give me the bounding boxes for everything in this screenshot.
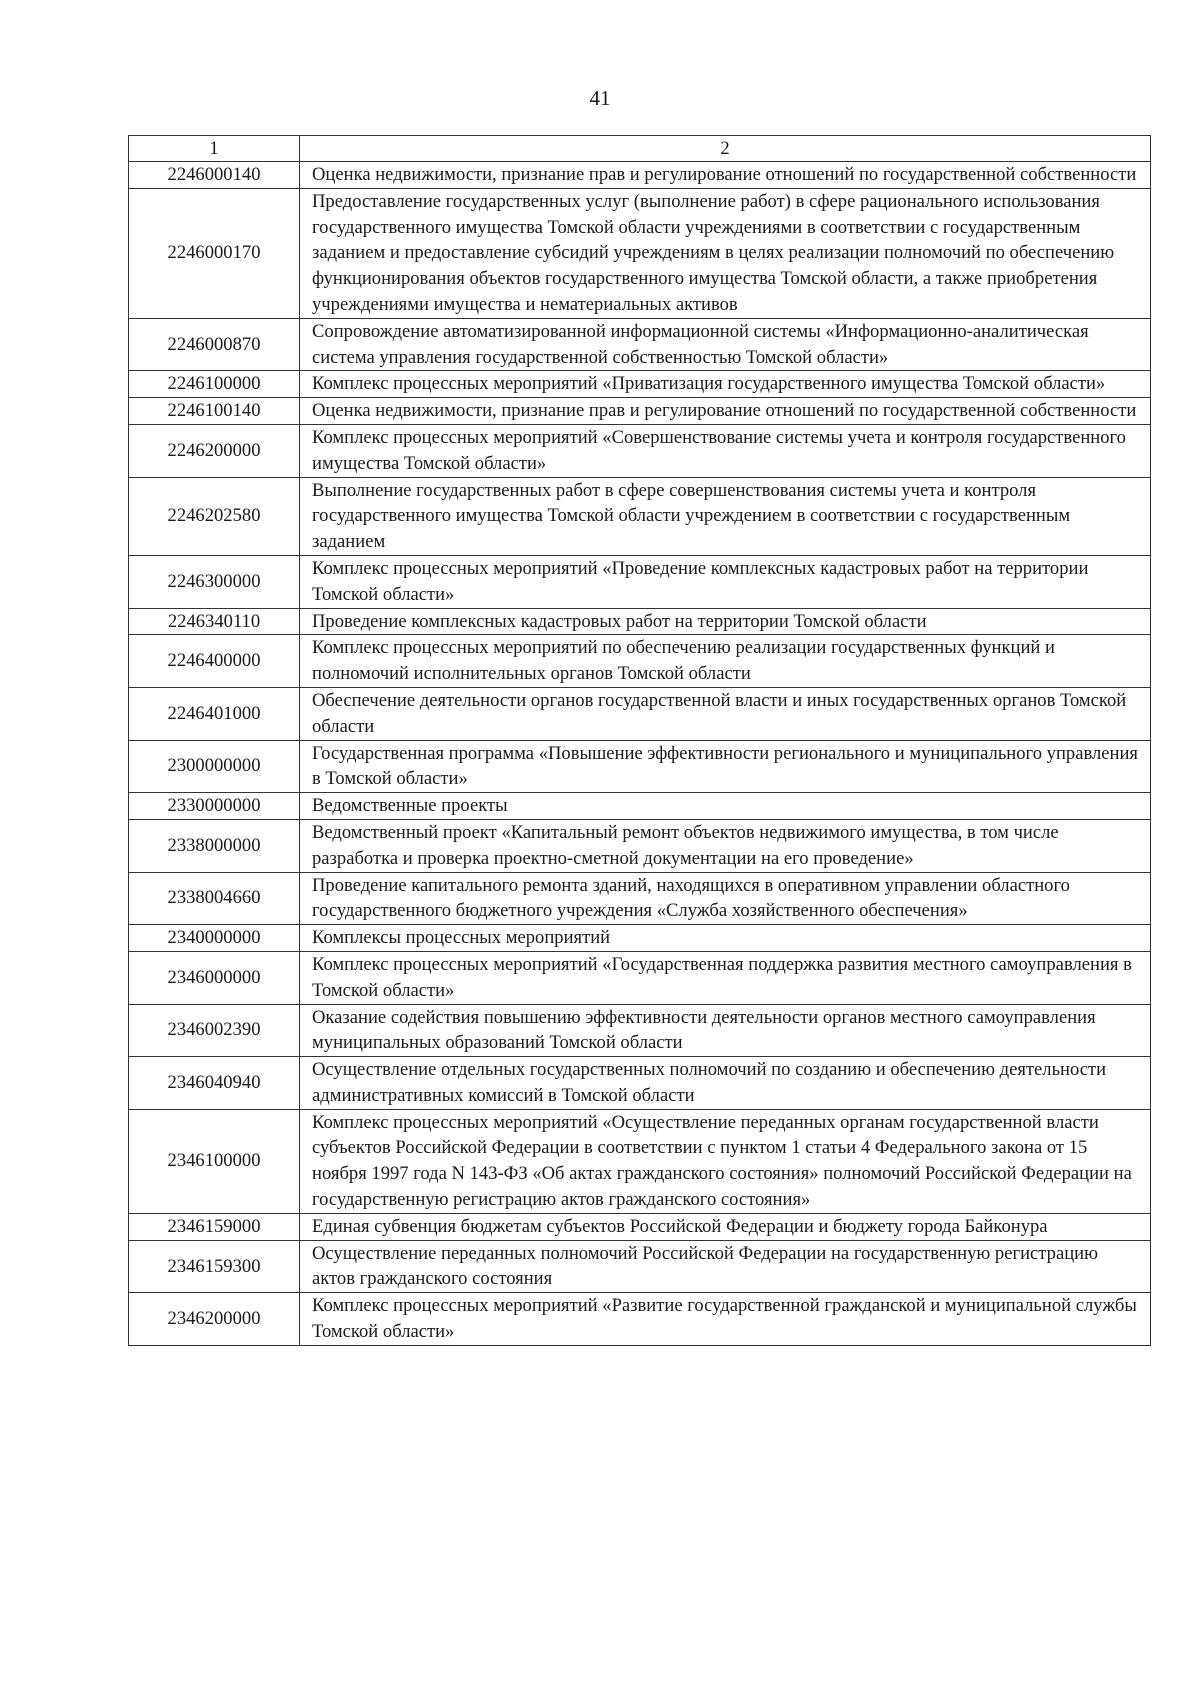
table-row	[129, 925, 1151, 952]
budget-code: 2346100000	[129, 1109, 300, 1213]
budget-code: 2246202580	[129, 477, 300, 555]
budget-code: 2246100140	[129, 398, 300, 425]
expense-name: Проведение капитального ремонта зданий, находящихся в оперативном управлении областного государственного бюджетного учреждения «Служба хозяйственного обеспечения»	[300, 872, 1151, 925]
budget-code: 2246401000	[129, 687, 300, 740]
expense-name: Ведомственный проект «Капитальный ремонт объектов недвижимого имущества, в том числе разработка и проверка проектно-сметной документации на его проведение»	[300, 819, 1151, 872]
budget-classification-table	[128, 135, 1151, 1346]
expense-name: Комплекс процессных мероприятий «Совершенствование системы учета и контроля государственного имущества Томской области»	[300, 424, 1151, 477]
table-row	[129, 318, 1151, 371]
table-row	[129, 162, 1151, 189]
budget-code: 2346000000	[129, 951, 300, 1004]
budget-code: 2246200000	[129, 424, 300, 477]
table-row	[129, 398, 1151, 425]
expense-name: Предоставление государственных услуг (выполнение работ) в сфере рационального использования государственного имущества Томской области учреждениями в соответствии с государственным заданием и предоставление субсидий учреждениям в целях реализации полномочий по обеспечению функционирования объектов государственного имущества Томской области, а также приобретения учреждениями имущества и нематериальных активов	[300, 188, 1151, 318]
expense-name: Осуществление отдельных государственных полномочий по созданию и обеспечению деятельности административных комиссий в Томской области	[300, 1057, 1151, 1110]
expense-name: Государственная программа «Повышение эффективности регионального и муниципального управления в Томской области»	[300, 740, 1151, 793]
budget-code: 2346040940	[129, 1057, 300, 1110]
table-row	[129, 1004, 1151, 1057]
expense-name: Оценка недвижимости, признание прав и регулирование отношений по государственной собственности	[300, 398, 1151, 425]
table-row	[129, 740, 1151, 793]
table-row	[129, 1213, 1151, 1240]
budget-code: 2338004660	[129, 872, 300, 925]
budget-code: 2340000000	[129, 925, 300, 952]
expense-name: Ведомственные проекты	[300, 793, 1151, 820]
table-row	[129, 687, 1151, 740]
table-row	[129, 1109, 1151, 1213]
table-row	[129, 1240, 1151, 1293]
expense-name: Сопровождение автоматизированной информационной системы «Информационно-аналитическая система управления государственной собственностью Томской области»	[300, 318, 1151, 371]
table-row	[129, 793, 1151, 820]
expense-name: Комплекс процессных мероприятий «Приватизация государственного имущества Томской области»	[300, 371, 1151, 398]
column-header-code: 1	[129, 136, 300, 162]
table-header-row	[129, 136, 1151, 162]
expense-name: Обеспечение деятельности органов государственной власти и иных государственных органов Томской области	[300, 687, 1151, 740]
budget-code: 2246340110	[129, 608, 300, 635]
table-row	[129, 608, 1151, 635]
expense-name: Комплекс процессных мероприятий «Осуществление переданных органам государственной власти субъектов Российской Федерации в соответствии с пунктом 1 статьи 4 Федерального закона от 15 ноября 1997 года N 143-ФЗ «Об актах гражданского состояния» полномочий Российской Федерации на государственную регистрацию актов гражданского состояния»	[300, 1109, 1151, 1213]
budget-code: 2330000000	[129, 793, 300, 820]
budget-code: 2246000170	[129, 188, 300, 318]
table-row	[129, 555, 1151, 608]
table-row	[129, 477, 1151, 555]
budget-code: 2338000000	[129, 819, 300, 872]
table-row	[129, 951, 1151, 1004]
expense-name: Комплекс процессных мероприятий «Проведение комплексных кадастровых работ на территории Томской области»	[300, 555, 1151, 608]
budget-code: 2346159000	[129, 1213, 300, 1240]
expense-name: Единая субвенция бюджетам субъектов Российской Федерации и бюджету города Байконура	[300, 1213, 1151, 1240]
table-row	[129, 371, 1151, 398]
expense-name: Проведение комплексных кадастровых работ на территории Томской области	[300, 608, 1151, 635]
budget-code: 2246100000	[129, 371, 300, 398]
budget-code: 2246300000	[129, 555, 300, 608]
table-row	[129, 819, 1151, 872]
table-row	[129, 188, 1151, 318]
table-row	[129, 1293, 1151, 1346]
table-row	[129, 424, 1151, 477]
expense-name: Комплекс процессных мероприятий «Государственная поддержка развития местного самоуправления в Томской области»	[300, 951, 1151, 1004]
budget-code: 2300000000	[129, 740, 300, 793]
budget-code: 2346159300	[129, 1240, 300, 1293]
expense-name: Оказание содействия повышению эффективности деятельности органов местного самоуправления муниципальных образований Томской области	[300, 1004, 1151, 1057]
column-header-name: 2	[300, 136, 1151, 162]
table-row	[129, 635, 1151, 688]
budget-code: 2246000870	[129, 318, 300, 371]
expense-name: Комплекс процессных мероприятий «Развитие государственной гражданской и муниципальной службы Томской области»	[300, 1293, 1151, 1346]
expense-name: Осуществление переданных полномочий Российской Федерации на государственную регистрацию актов гражданского состояния	[300, 1240, 1151, 1293]
budget-code: 2346002390	[129, 1004, 300, 1057]
page-number: 41	[589, 86, 611, 110]
expense-name: Комплекс процессных мероприятий по обеспечению реализации государственных функций и полномочий исполнительных органов Томской области	[300, 635, 1151, 688]
expense-name: Комплексы процессных мероприятий	[300, 925, 1151, 952]
budget-code: 2246000140	[129, 162, 300, 189]
expense-name: Выполнение государственных работ в сфере совершенствования системы учета и контроля государственного имущества Томской области учреждением в соответствии с государственным заданием	[300, 477, 1151, 555]
budget-code: 2246400000	[129, 635, 300, 688]
budget-code: 2346200000	[129, 1293, 300, 1346]
table-row	[129, 1057, 1151, 1110]
expense-name: Оценка недвижимости, признание прав и регулирование отношений по государственной собственности	[300, 162, 1151, 189]
table-row	[129, 872, 1151, 925]
